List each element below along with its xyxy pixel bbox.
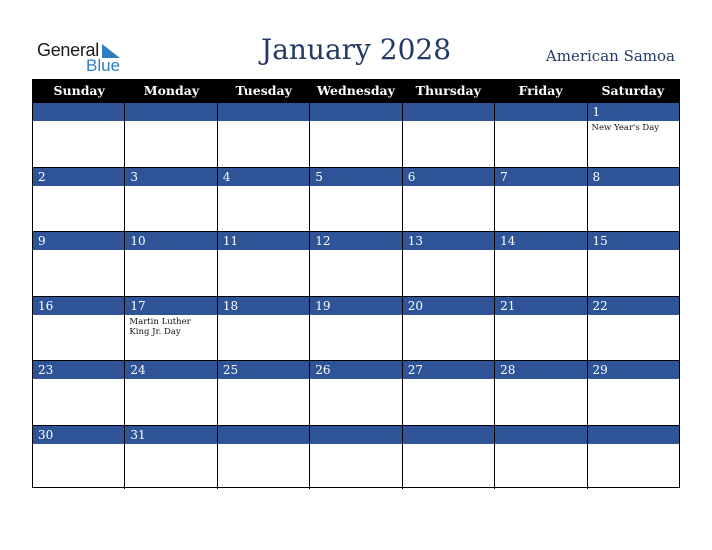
- day-number: [218, 103, 309, 121]
- day-number: [495, 426, 586, 444]
- day-number: 4: [218, 168, 309, 186]
- day-number: 9: [33, 232, 124, 250]
- day-number: 6: [403, 168, 494, 186]
- day-number: 24: [125, 361, 216, 379]
- day-number: 2: [33, 168, 124, 186]
- day-number: [33, 103, 124, 121]
- weeks-container: [33, 102, 679, 489]
- day-cell[interactable]: [218, 360, 310, 425]
- day-cell[interactable]: [588, 425, 679, 490]
- weekday-wednesday: Wednesday: [317, 83, 395, 98]
- day-number: 26: [310, 361, 401, 379]
- day-cell[interactable]: [310, 231, 402, 296]
- week-row: [33, 167, 679, 232]
- day-number: 11: [218, 232, 309, 250]
- day-cell[interactable]: [33, 102, 125, 167]
- day-cell[interactable]: [495, 296, 587, 361]
- day-cell[interactable]: [495, 231, 587, 296]
- day-number: 3: [125, 168, 216, 186]
- weekday-sunday: Sunday: [53, 83, 105, 98]
- day-number: [125, 103, 216, 121]
- day-number: 23: [33, 361, 124, 379]
- day-cell[interactable]: [125, 167, 217, 232]
- day-number: 27: [403, 361, 494, 379]
- day-cell[interactable]: [218, 167, 310, 232]
- day-number: 15: [588, 232, 679, 250]
- day-number: 17: [125, 297, 216, 315]
- day-cell[interactable]: [588, 360, 679, 425]
- day-number: [588, 426, 679, 444]
- page-title: January 2028: [260, 33, 452, 66]
- day-cell[interactable]: [403, 231, 495, 296]
- day-number: 20: [403, 297, 494, 315]
- day-cell[interactable]: [33, 425, 125, 490]
- day-cell[interactable]: [403, 102, 495, 167]
- day-cell[interactable]: [403, 425, 495, 490]
- day-number: 29: [588, 361, 679, 379]
- day-number: 5: [310, 168, 401, 186]
- weekday-friday: Friday: [518, 83, 563, 98]
- day-number: [495, 103, 586, 121]
- day-number: 7: [495, 168, 586, 186]
- day-cell[interactable]: [588, 231, 679, 296]
- week-row: [33, 296, 679, 361]
- day-number: [310, 103, 401, 121]
- day-cell[interactable]: [403, 296, 495, 361]
- day-number: 16: [33, 297, 124, 315]
- day-cell[interactable]: [125, 360, 217, 425]
- weekday-tuesday: Tuesday: [235, 83, 292, 98]
- week-row: [33, 360, 679, 425]
- weekday-header-row: [33, 80, 679, 102]
- day-cell[interactable]: [495, 167, 587, 232]
- day-number: [218, 426, 309, 444]
- day-number: 30: [33, 426, 124, 444]
- day-cell[interactable]: [588, 296, 679, 361]
- day-cell[interactable]: [310, 360, 402, 425]
- day-cell[interactable]: [33, 231, 125, 296]
- day-cell[interactable]: [218, 425, 310, 490]
- logo-blue-text: Blue: [86, 56, 121, 75]
- logo-general-text: General: [37, 40, 99, 60]
- day-cell[interactable]: [125, 231, 217, 296]
- day-cell[interactable]: [403, 360, 495, 425]
- day-number: 22: [588, 297, 679, 315]
- day-cell[interactable]: [588, 167, 679, 232]
- day-cell[interactable]: [495, 102, 587, 167]
- day-number: [403, 426, 494, 444]
- day-cell[interactable]: [33, 167, 125, 232]
- day-cell[interactable]: [310, 102, 402, 167]
- week-row: [33, 425, 679, 490]
- day-number: 10: [125, 232, 216, 250]
- day-number: 31: [125, 426, 216, 444]
- day-number: 14: [495, 232, 586, 250]
- weekday-saturday: Saturday: [601, 83, 665, 98]
- day-number: 25: [218, 361, 309, 379]
- holiday-label: New Year's Day: [591, 123, 660, 133]
- weekday-thursday: Thursday: [415, 83, 481, 98]
- day-cell[interactable]: [125, 425, 217, 490]
- week-row: [33, 231, 679, 296]
- day-number: 18: [218, 297, 309, 315]
- day-number: [310, 426, 401, 444]
- week-row: [33, 102, 679, 167]
- day-number: 12: [310, 232, 401, 250]
- day-cell[interactable]: [588, 102, 679, 167]
- day-cell[interactable]: [218, 231, 310, 296]
- holiday-label: Martin Luther King Jr. Day: [129, 316, 191, 337]
- day-number: 28: [495, 361, 586, 379]
- day-cell[interactable]: [125, 102, 217, 167]
- day-cell[interactable]: [125, 296, 217, 361]
- day-cell[interactable]: [495, 425, 587, 490]
- day-cell[interactable]: [218, 102, 310, 167]
- day-number: 21: [495, 297, 586, 315]
- day-number: [403, 103, 494, 121]
- calendar-grid: [32, 79, 680, 488]
- weekday-monday: Monday: [143, 83, 200, 98]
- day-cell[interactable]: [310, 167, 402, 232]
- day-number: 8: [588, 168, 679, 186]
- day-number: 19: [310, 297, 401, 315]
- day-cell[interactable]: [33, 360, 125, 425]
- day-cell[interactable]: [310, 425, 402, 490]
- day-number: 13: [403, 232, 494, 250]
- day-cell[interactable]: [33, 296, 125, 361]
- day-number: 1: [588, 103, 679, 121]
- day-cell[interactable]: [310, 296, 402, 361]
- day-cell[interactable]: [403, 167, 495, 232]
- day-cell[interactable]: [218, 296, 310, 361]
- day-cell[interactable]: [495, 360, 587, 425]
- region-label: American Samoa: [545, 47, 675, 65]
